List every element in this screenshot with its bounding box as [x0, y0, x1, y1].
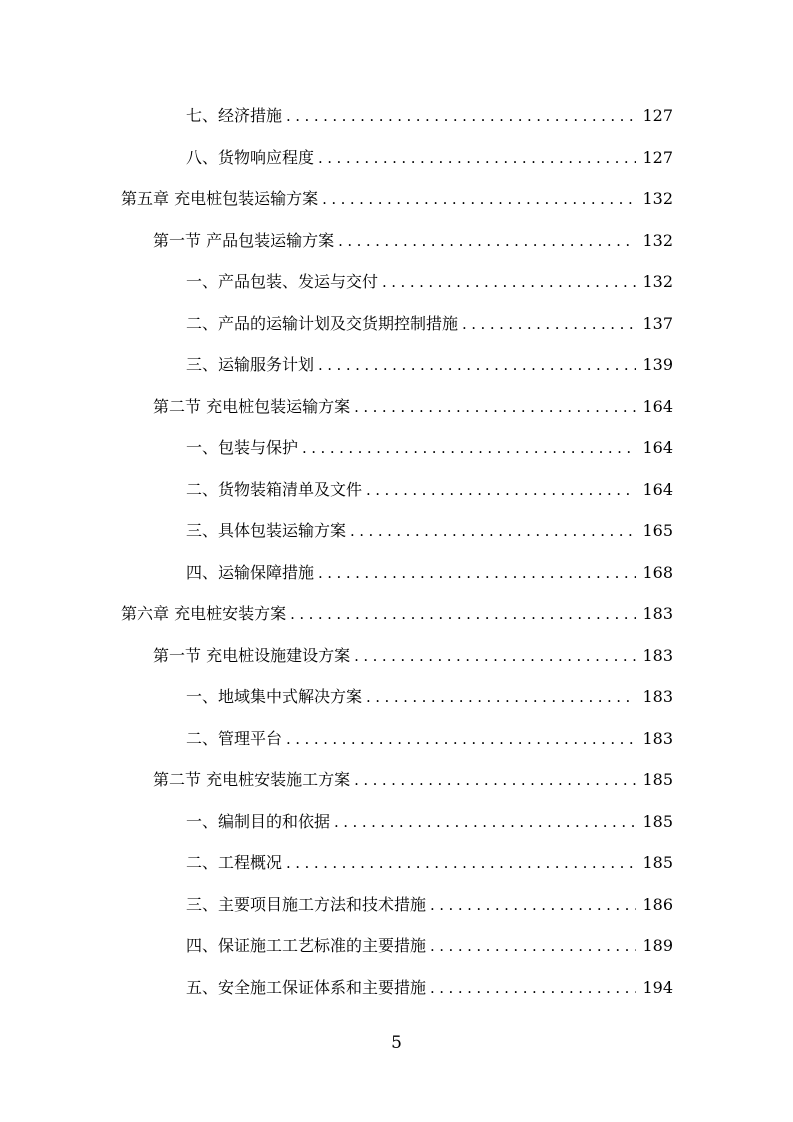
toc-entry-title: 三、主要项目施工方法和技术措施	[186, 894, 427, 914]
toc-dot-leader	[322, 189, 636, 209]
toc-entry-title: 二、管理平台	[186, 728, 283, 748]
toc-dot-leader	[430, 978, 636, 998]
toc-entry-page: 164	[642, 479, 673, 499]
toc-dot-leader	[354, 646, 636, 666]
toc-dot-leader	[354, 770, 636, 790]
toc-dot-leader	[318, 355, 636, 375]
toc-entry[interactable]	[0, 96, 793, 138]
toc-entry-section[interactable]	[0, 636, 793, 678]
toc-entry-title: 五、安全施工保证体系和主要措施	[186, 977, 427, 997]
toc-entry-page: 127	[642, 147, 673, 167]
toc-entry-page: 139	[642, 355, 673, 374]
toc-entry-title: 第二节 充电桩安装施工方案	[153, 770, 351, 789]
toc-dot-leader	[354, 397, 636, 417]
toc-entry-section[interactable]	[0, 221, 793, 263]
toc-entry-page: 127	[642, 106, 673, 125]
toc-entry[interactable]	[0, 470, 793, 512]
toc-entry-title: 七、经济措施	[186, 106, 283, 125]
toc-entry[interactable]	[0, 304, 793, 346]
toc-dot-leader	[350, 521, 636, 541]
toc-entry-title: 第六章 充电桩安装方案	[121, 604, 287, 623]
toc-entry-title: 八、货物响应程度	[186, 147, 315, 167]
toc-dot-leader	[318, 148, 636, 168]
toc-dot-leader	[334, 812, 636, 832]
toc-entry[interactable]	[0, 802, 793, 844]
toc-entry[interactable]	[0, 511, 793, 553]
toc-dot-leader	[318, 563, 636, 583]
toc-dot-leader	[430, 895, 636, 915]
toc-entry-chapter[interactable]	[0, 179, 793, 221]
toc-entry-section[interactable]	[0, 387, 793, 429]
toc-entry[interactable]	[0, 428, 793, 470]
toc-entry-page: 132	[642, 189, 673, 208]
toc-entry-page: 183	[642, 604, 673, 623]
toc-entry-page: 164	[642, 438, 673, 457]
toc-entry-section[interactable]	[0, 760, 793, 802]
toc-entry-page: 185	[642, 811, 673, 831]
page-number: 5	[391, 1033, 402, 1053]
toc-entry-page: 185	[642, 770, 673, 789]
toc-entry[interactable]	[0, 138, 793, 180]
toc-entry-title: 三、运输服务计划	[186, 355, 315, 374]
toc-entry-title: 三、具体包装运输方案	[186, 521, 347, 540]
toc-entry-title: 一、编制目的和依据	[186, 811, 331, 831]
toc-entry[interactable]	[0, 968, 793, 1010]
toc-dot-leader	[286, 853, 636, 873]
toc-entry[interactable]	[0, 553, 793, 595]
toc-entry-title: 第一节 产品包装运输方案	[153, 230, 335, 250]
toc-entry[interactable]	[0, 262, 793, 304]
toc-entry-chapter[interactable]	[0, 594, 793, 636]
toc-entry-page: 183	[642, 687, 673, 706]
toc-entry[interactable]	[0, 885, 793, 927]
toc-dot-leader	[290, 604, 636, 624]
toc-entry-page: 194	[642, 977, 673, 997]
toc-entry[interactable]	[0, 843, 793, 885]
toc-entry-page: 185	[642, 853, 673, 872]
toc-dot-leader	[286, 106, 636, 126]
toc-entry-title: 二、产品的运输计划及交货期控制措施	[186, 313, 459, 333]
toc-entry-title: 第二节 充电桩包装运输方案	[153, 396, 351, 416]
toc-entry-page: 132	[642, 272, 673, 291]
toc-entry-title: 四、保证施工工艺标准的主要措施	[186, 936, 427, 955]
toc-dot-leader	[302, 438, 636, 458]
toc-entry-title: 一、地域集中式解决方案	[186, 687, 363, 706]
toc-dot-leader	[462, 314, 636, 334]
toc-entry[interactable]	[0, 345, 793, 387]
toc-entry-page: 183	[642, 728, 673, 748]
toc-entry-page: 186	[642, 894, 673, 914]
toc-entry-page: 137	[642, 313, 673, 333]
toc-entry-page: 189	[642, 936, 673, 955]
toc-entry[interactable]	[0, 719, 793, 761]
toc-dot-leader	[286, 729, 636, 749]
toc-dot-leader	[366, 687, 636, 707]
toc-entry-page: 132	[642, 230, 673, 250]
table-of-contents	[0, 96, 793, 1009]
toc-entry[interactable]	[0, 926, 793, 968]
toc-entry-title: 第五章 充电桩包装运输方案	[121, 189, 319, 208]
toc-entry-title: 第一节 充电桩设施建设方案	[153, 645, 351, 665]
toc-dot-leader	[430, 936, 636, 956]
toc-entry-title: 一、产品包装、发运与交付	[186, 272, 379, 291]
toc-entry-title: 二、货物装箱清单及文件	[186, 479, 363, 499]
toc-dot-leader	[366, 480, 636, 500]
toc-dot-leader	[338, 231, 636, 251]
toc-dot-leader	[382, 272, 636, 292]
toc-entry-page: 168	[642, 562, 673, 582]
toc-entry-title: 二、工程概况	[186, 853, 283, 872]
toc-entry-title: 一、包装与保护	[186, 438, 299, 457]
toc-entry-page: 164	[642, 396, 673, 416]
toc-entry-page: 183	[642, 645, 673, 665]
toc-entry-title: 四、运输保障措施	[186, 562, 315, 582]
toc-entry[interactable]	[0, 677, 793, 719]
toc-entry-page: 165	[642, 521, 673, 540]
